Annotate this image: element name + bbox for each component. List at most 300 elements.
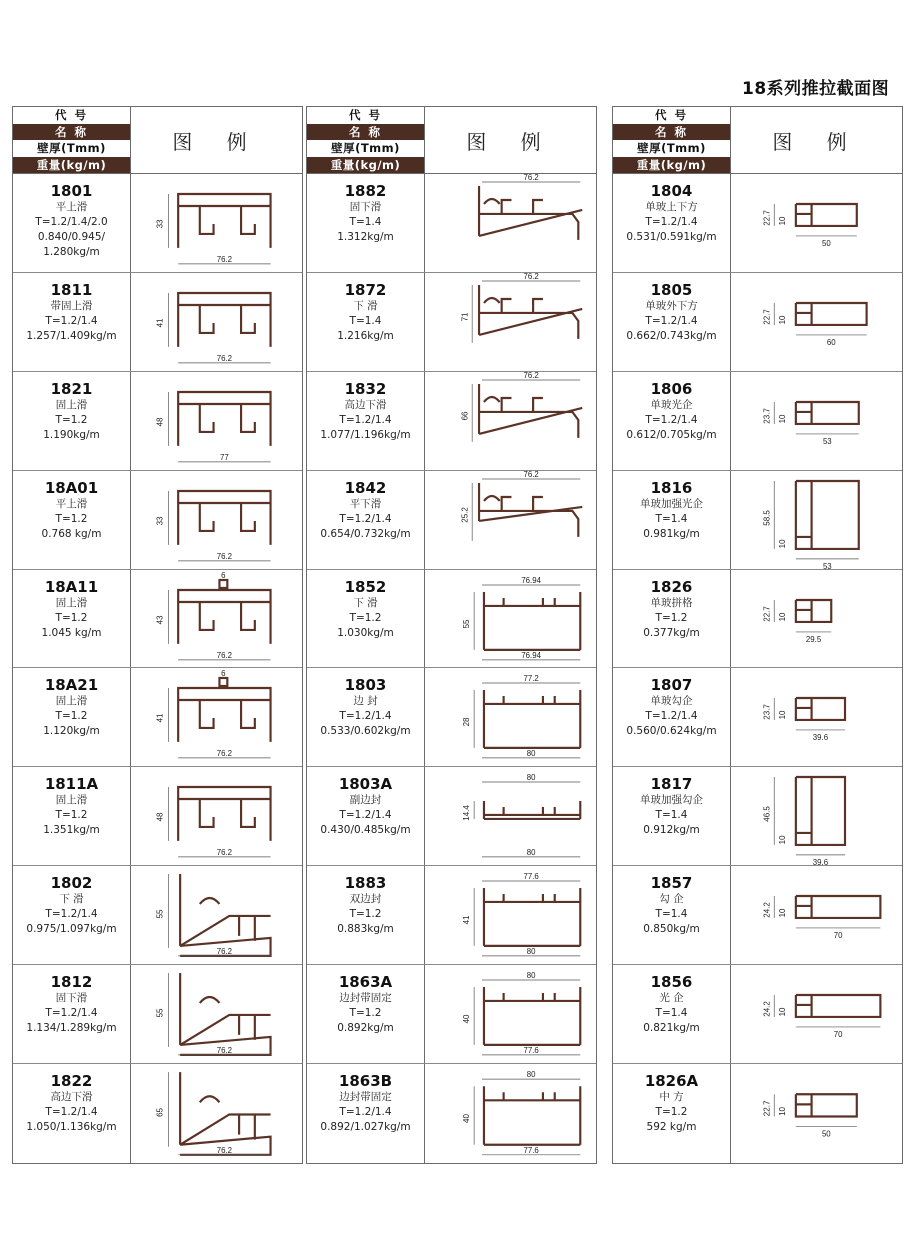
profile-weight: 0.560/0.624kg/m <box>626 725 717 738</box>
profile-code: 1821 <box>50 379 93 398</box>
profile-weight: 0.377kg/m <box>643 626 700 639</box>
section-svg <box>131 767 302 865</box>
dim-top-label: 80 <box>526 1070 536 1080</box>
profile-outline <box>479 483 582 537</box>
thickness-label: 壁厚(Tmm) <box>613 140 730 157</box>
profile-code: 1811A <box>44 775 99 794</box>
profile-drawing <box>730 471 902 569</box>
section-svg <box>425 273 596 371</box>
profile-weight: 1.045 kg/m <box>41 626 102 639</box>
profile-name: 下 滑 <box>353 596 378 609</box>
profile-outline <box>484 987 580 1045</box>
profile-outline <box>796 204 857 226</box>
table-row <box>13 668 302 767</box>
profile-info <box>13 273 130 371</box>
profile-info <box>13 767 130 865</box>
section-svg <box>731 767 902 865</box>
profile-drawing <box>730 866 902 964</box>
profile-name: 平上滑 <box>55 201 88 213</box>
profile-thickness: T=1.4 <box>655 1007 688 1020</box>
dim-glass-label: 10 <box>778 414 788 424</box>
dim-height-label: 23.7 <box>762 407 772 424</box>
profile-tab <box>219 580 227 588</box>
profile-thickness: T=1.2/1.4 <box>339 809 392 822</box>
profile-table-right <box>612 106 903 1164</box>
table-row <box>307 965 596 1064</box>
dim-width-label: 76.2 <box>523 470 539 479</box>
dim-width-label: 76.2 <box>216 1145 233 1155</box>
profile-weight: 0.892kg/m <box>337 1022 394 1035</box>
dim-width-label: 76.2 <box>216 749 232 759</box>
dim-width-label: 50 <box>821 1129 831 1139</box>
profile-name: 边封带固定 <box>339 992 392 1005</box>
profile-info <box>613 668 730 766</box>
dim-height-label: 48 <box>155 417 165 427</box>
section-svg <box>731 1064 902 1163</box>
profile-name: 单玻拼格 <box>650 596 693 609</box>
dim-width-label: 60 <box>826 337 836 347</box>
profile-thickness: T=1.2 <box>655 611 688 624</box>
section-svg <box>131 866 302 964</box>
table-row <box>307 668 596 767</box>
profile-weight: 1.030kg/m <box>337 626 394 639</box>
profile-drawing <box>730 767 902 865</box>
dim-height-label: 22.7 <box>762 1100 772 1117</box>
dim-height-label: 28 <box>462 717 472 727</box>
profile-info <box>307 668 424 766</box>
profile-drawing <box>730 965 902 1063</box>
profile-thickness: T=1.2/1.4 <box>45 1106 98 1119</box>
section-svg <box>425 866 596 964</box>
section-svg <box>731 668 902 766</box>
table-row <box>613 1064 902 1163</box>
profile-info <box>613 471 730 569</box>
profile-drawing <box>130 767 302 865</box>
dim-height-label: 66 <box>460 411 470 421</box>
profile-outline <box>178 194 270 248</box>
profile-info <box>307 372 424 470</box>
profile-drawing <box>730 668 902 766</box>
profile-outline <box>178 293 270 347</box>
dim-width-label: 76.2 <box>216 254 232 264</box>
profile-weight: 592 kg/m <box>646 1121 697 1134</box>
profile-outline <box>484 592 580 650</box>
dim-top-label: 76.94 <box>521 575 541 585</box>
table-header <box>307 107 596 174</box>
profile-weight: 0.981kg/m <box>643 527 700 540</box>
profile-info <box>307 273 424 371</box>
profile-code: 1856 <box>650 973 693 992</box>
profile-name: 固下滑 <box>55 992 88 1005</box>
dim-height-label: 22.7 <box>762 309 772 325</box>
profile-outline <box>178 787 270 841</box>
profile-name: 单玻加强勾企 <box>640 794 703 807</box>
table-row <box>13 273 302 372</box>
profile-code: 1816 <box>650 478 693 497</box>
profile-thickness: T=1.2/1.4 <box>645 314 698 327</box>
profile-thickness: T=1.2 <box>349 611 382 624</box>
section-svg <box>131 570 302 668</box>
profile-info <box>613 767 730 865</box>
profile-code: 1872 <box>344 280 387 299</box>
table-row <box>13 174 302 273</box>
profile-outline <box>479 285 582 339</box>
profile-weight: 0.850kg/m <box>643 923 700 936</box>
profile-code: 1804 <box>650 182 693 200</box>
dim-width-label: 76.2 <box>216 353 232 363</box>
profile-outline <box>484 888 580 946</box>
profile-code: 1801 <box>50 182 93 200</box>
profile-name: 边封带固定 <box>339 1091 392 1104</box>
profile-drawing <box>424 767 596 865</box>
dim-glass-label: 10 <box>778 216 788 226</box>
section-svg <box>425 174 596 272</box>
table-row <box>613 372 902 471</box>
dim-height-label: 41 <box>462 915 472 925</box>
dim-width-label: 76.2 <box>216 1045 232 1056</box>
profile-code: 1852 <box>344 577 387 596</box>
dim-height-label: 40 <box>462 1014 472 1024</box>
profile-drawing <box>424 174 596 272</box>
name-label: 名 称 <box>13 124 130 141</box>
profile-outline <box>796 698 845 720</box>
profile-outline <box>180 973 270 1055</box>
profile-name: 带固上滑 <box>50 299 93 312</box>
dim-width-label: 29.5 <box>805 634 822 644</box>
profile-outline <box>178 491 270 545</box>
dim-width-label: 76.2 <box>523 272 539 281</box>
table-row <box>613 668 902 767</box>
profile-info <box>613 273 730 371</box>
profile-code: 1822 <box>50 1072 93 1091</box>
dim-height-label: 58.5 <box>762 509 772 526</box>
profile-drawing <box>130 866 302 964</box>
dim-tab-label: 6 <box>221 669 226 679</box>
section-svg <box>131 965 302 1063</box>
table-row <box>13 767 302 866</box>
dim-height-label: 48 <box>155 812 165 822</box>
dim-bottom-label: 80 <box>526 848 536 858</box>
table-row <box>307 866 596 965</box>
profile-drawing <box>130 471 302 569</box>
profile-info <box>307 1064 424 1163</box>
profile-code: 1803 <box>344 676 387 695</box>
section-svg <box>131 1064 302 1163</box>
profile-outline <box>796 600 831 622</box>
profile-drawing <box>424 668 596 766</box>
profile-name: 边 封 <box>353 695 378 708</box>
dim-height-label: 55 <box>155 1008 165 1018</box>
table-row <box>307 570 596 669</box>
profile-drawing <box>730 570 902 668</box>
dim-height-label: 55 <box>462 619 472 628</box>
profile-weight: 0.662/0.743kg/m <box>626 329 717 342</box>
profile-info <box>307 570 424 668</box>
profile-thickness: T=1.2/1.4 <box>45 314 98 327</box>
dim-width-label: 76.2 <box>523 371 539 380</box>
dim-top-label: 77.6 <box>523 872 539 882</box>
profile-thickness: T=1.2/1.4 <box>339 1106 392 1119</box>
profile-code: 1802 <box>50 874 93 893</box>
profile-weight: 1.190kg/m <box>43 428 100 441</box>
dim-width-label: 53 <box>822 561 832 569</box>
profile-code: 1863A <box>338 973 393 992</box>
profile-thickness: T=1.2/1.4 <box>645 216 698 228</box>
thickness-label: 壁厚(Tmm) <box>307 140 424 157</box>
profile-weight: 1.216kg/m <box>337 329 394 342</box>
profile-drawing <box>730 174 902 272</box>
figure-label: 图 例 <box>730 107 902 173</box>
dim-top-label: 80 <box>526 773 536 783</box>
dim-tab-label: 6 <box>221 570 226 580</box>
profile-thickness: T=1.2 <box>349 1007 382 1020</box>
page-title: 18系列推拉截面图 <box>742 79 890 99</box>
section-svg <box>731 471 902 569</box>
figure-label: 图 例 <box>130 107 302 173</box>
profile-thickness: T=1.4 <box>349 314 382 327</box>
profile-outline <box>796 481 859 549</box>
profile-thickness: T=1.2 <box>55 512 88 525</box>
table-row <box>307 767 596 866</box>
profile-code: 18A01 <box>44 478 99 497</box>
section-svg <box>131 372 302 470</box>
profile-table-left <box>12 106 303 1164</box>
profile-info <box>613 174 730 272</box>
profile-name: 固上滑 <box>55 596 88 609</box>
profile-name: 单玻上下方 <box>645 201 698 213</box>
profile-code: 1857 <box>650 874 693 893</box>
profile-thickness: T=1.2 <box>55 809 88 822</box>
dim-width-label: 53 <box>822 436 832 446</box>
section-svg <box>425 471 596 569</box>
section-svg <box>731 965 902 1063</box>
profile-info <box>307 866 424 964</box>
name-label: 名 称 <box>613 124 730 141</box>
profile-code: 18A21 <box>44 676 99 695</box>
profile-drawing <box>130 570 302 668</box>
profile-outline <box>796 896 881 918</box>
code-label: 代 号 <box>13 107 130 124</box>
profile-weight: 0.654/0.732kg/m <box>320 527 411 540</box>
section-svg <box>425 570 596 668</box>
table-row <box>13 372 302 471</box>
profile-info <box>307 965 424 1063</box>
profile-outline <box>484 690 580 748</box>
profile-thickness: T=1.2/1.4 <box>339 710 392 723</box>
profile-info <box>307 174 424 272</box>
profile-weight: 0.821kg/m <box>643 1022 700 1035</box>
profile-weight: 0.612/0.705kg/m <box>626 428 717 441</box>
profile-thickness: T=1.2 <box>55 413 88 426</box>
profile-outline <box>178 392 270 446</box>
table-row <box>613 471 902 570</box>
profile-outline <box>796 777 845 845</box>
section-svg <box>731 372 902 470</box>
profile-code: 1883 <box>344 874 387 893</box>
name-label: 名 称 <box>307 124 424 141</box>
profile-drawing <box>424 372 596 470</box>
dim-height-label: 71 <box>460 312 470 322</box>
profile-drawing <box>730 372 902 470</box>
profile-code: 1811 <box>50 280 93 299</box>
table-row <box>13 965 302 1064</box>
dim-height-label: 55 <box>155 909 165 919</box>
profile-weight: 1.257/1.409kg/m <box>26 329 117 342</box>
table-row <box>307 273 596 372</box>
dim-width-label: 77 <box>219 452 229 462</box>
section-svg <box>131 273 302 371</box>
profile-drawing <box>424 570 596 668</box>
profile-name: 中 方 <box>659 1091 684 1104</box>
table-row <box>613 570 902 669</box>
dim-glass-label: 10 <box>778 1106 788 1116</box>
profile-outline <box>796 402 859 424</box>
header-labels <box>613 107 730 173</box>
table-row <box>13 1064 302 1163</box>
table-row <box>307 471 596 570</box>
profile-outline <box>180 1072 270 1155</box>
profile-outline <box>796 303 867 325</box>
dim-width-label: 76.2 <box>216 848 232 858</box>
dim-height-label: 46.5 <box>762 806 772 823</box>
profile-thickness: T=1.2 <box>55 611 88 624</box>
dim-glass-label: 10 <box>778 835 788 845</box>
profile-info <box>613 1064 730 1163</box>
profile-name: 固上滑 <box>55 398 88 411</box>
dim-width-label: 76.2 <box>216 551 232 561</box>
dim-height-label: 40 <box>462 1114 472 1123</box>
profile-weight: 1.050/1.136kg/m <box>26 1121 117 1134</box>
profile-code: 1882 <box>344 182 387 200</box>
profile-weight: 0.912kg/m <box>643 824 700 837</box>
section-svg <box>425 372 596 470</box>
code-label: 代 号 <box>613 107 730 124</box>
profile-info <box>13 965 130 1063</box>
section-svg <box>731 273 902 371</box>
dim-width-label: 76.2 <box>216 947 232 957</box>
profile-outline <box>796 1094 857 1116</box>
profile-thickness: T=1.4 <box>655 908 688 921</box>
dim-glass-label: 10 <box>778 315 788 325</box>
profile-thickness: T=1.2 <box>55 710 88 723</box>
weight-label: 重量(kg/m) <box>13 157 130 174</box>
profile-name: 平下滑 <box>349 497 382 510</box>
profile-code: 1805 <box>650 280 693 299</box>
profile-weight: 0.533/0.602kg/m <box>320 725 411 738</box>
section-svg <box>425 965 596 1063</box>
profile-drawing <box>424 1064 596 1163</box>
dim-width-label: 76.2 <box>523 174 539 183</box>
dim-width-label: 70 <box>833 931 843 941</box>
figure-label: 图 例 <box>424 107 596 173</box>
profile-code: 18A11 <box>44 577 99 596</box>
profile-name: 固下滑 <box>349 201 382 213</box>
table-row <box>13 866 302 965</box>
profile-info <box>13 1064 130 1163</box>
profile-code: 1826 <box>650 577 693 596</box>
dim-glass-label: 10 <box>778 539 788 549</box>
profile-code: 1803A <box>338 775 393 794</box>
profile-thickness: T=1.4 <box>349 216 382 228</box>
profile-name: 光 企 <box>659 992 684 1005</box>
profile-weight: 0.430/0.485kg/m <box>320 824 411 837</box>
profile-weight: 0.975/1.097kg/m <box>26 923 117 936</box>
dim-glass-label: 10 <box>778 710 788 720</box>
profile-code: 1807 <box>650 676 693 695</box>
dim-width-label: 39.6 <box>812 733 829 743</box>
dim-bottom-label: 76.94 <box>521 650 541 660</box>
dim-glass-label: 10 <box>778 1007 788 1017</box>
profile-weight: 1.077/1.196kg/m <box>320 428 411 441</box>
table-row <box>613 965 902 1064</box>
profile-info <box>13 471 130 569</box>
profile-info <box>613 372 730 470</box>
dim-top-label: 77.2 <box>523 674 539 684</box>
dim-glass-label: 10 <box>778 908 788 918</box>
dim-height-label: 22.7 <box>762 605 772 622</box>
profile-outline <box>479 186 582 240</box>
profile-outline <box>180 874 270 956</box>
table-row <box>307 174 596 273</box>
profile-drawing <box>130 668 302 766</box>
table-row <box>307 1064 596 1163</box>
thickness-label: 壁厚(Tmm) <box>13 140 130 157</box>
profile-thickness: T=1.2 <box>349 908 382 921</box>
profile-name: 固上滑 <box>55 695 88 708</box>
profile-weight: 1.312kg/m <box>337 231 394 243</box>
profile-thickness: T=1.2/1.4 <box>45 1007 98 1020</box>
dim-width-label: 50 <box>821 238 831 248</box>
profile-info <box>613 866 730 964</box>
dim-height-label: 14.4 <box>462 805 472 822</box>
profile-name: 单玻加强光企 <box>640 497 703 510</box>
profile-thickness: T=1.2/1.4 <box>645 710 698 723</box>
dim-glass-label: 10 <box>778 612 788 621</box>
profile-drawing <box>130 273 302 371</box>
profile-name: 副边封 <box>349 794 382 807</box>
profile-outline <box>484 1086 580 1145</box>
profile-outline <box>796 995 881 1017</box>
dim-height-label: 41 <box>155 713 165 723</box>
profile-name: 高边下滑 <box>50 1091 93 1104</box>
code-label: 代 号 <box>307 107 424 124</box>
profile-thickness: T=1.2/1.4 <box>339 413 392 426</box>
profile-info <box>13 174 130 272</box>
profile-info <box>613 965 730 1063</box>
profile-name: 平上滑 <box>55 497 88 510</box>
profile-drawing <box>130 174 302 272</box>
profile-weight: 0.840/0.945/ <box>37 231 106 243</box>
table-row <box>13 570 302 669</box>
profile-code: 1832 <box>344 379 387 398</box>
profile-thickness: T=1.2/1.4 <box>45 908 98 921</box>
profile-drawing <box>424 965 596 1063</box>
table-row <box>13 471 302 570</box>
profile-tab <box>219 678 227 686</box>
profile-name: 单玻勾企 <box>650 695 693 708</box>
profile-info <box>613 570 730 668</box>
profile-code: 1812 <box>50 973 93 992</box>
profile-weight: 0.883kg/m <box>337 923 394 936</box>
dim-height-label: 22.7 <box>762 210 772 226</box>
profile-code: 1863B <box>338 1072 393 1091</box>
section-svg <box>131 668 302 766</box>
profile-drawing <box>424 273 596 371</box>
profile-weight: 0.768 kg/m <box>41 527 102 540</box>
table-row <box>613 767 902 866</box>
table-header <box>13 107 302 174</box>
profile-name: 双边封 <box>349 893 382 906</box>
